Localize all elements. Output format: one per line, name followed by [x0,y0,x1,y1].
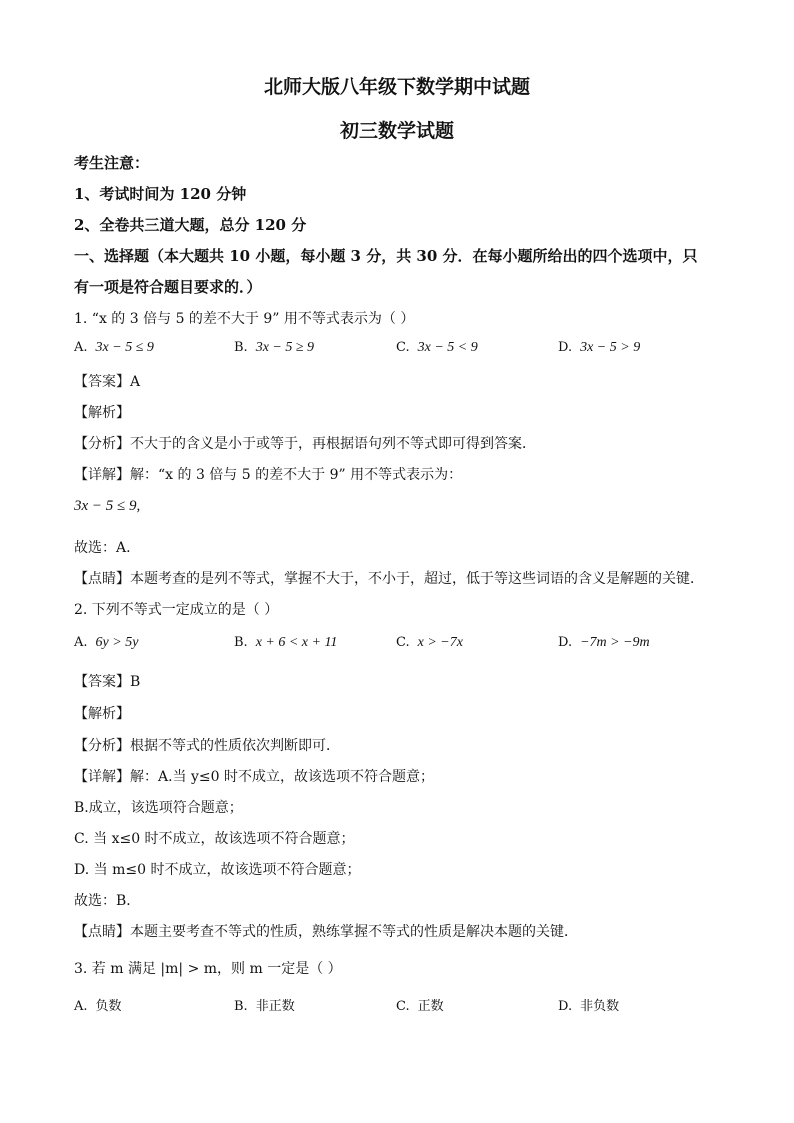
fenxi-tag: 【分析】 [74,436,130,452]
option-label: C. [396,340,410,355]
option-expr: 3x − 5 ≤ 9 [95,340,154,355]
answer-value: B [130,674,141,690]
q3-option-b [234,995,295,1014]
q1-analysis-tag: 【解析】 [74,405,130,421]
option-expr: 6y > 5y [95,635,139,650]
option-label: A. [74,999,88,1014]
q2-analysis-tag: 【解析】 [74,706,130,722]
xiangjie-tag: 【详解】 [74,467,130,483]
dianjing-text: 本题考查的是列不等式，掌握不大于，不小于，超过，低于等这些词语的含义是解题的关键． [130,571,704,587]
q2-answer [74,671,140,691]
dianjing-tag: 【点睛】 [74,571,130,587]
q1-fenxi [74,433,536,453]
notice-heading: 考生注意： [74,154,150,172]
question-1-stem: 1. “x 的 3 倍与 5 的差不大于 9” 用不等式表示为（ ） [74,311,415,327]
question-3-stem: 3. 若 m 满足 |m| > m，则 m 一定是（ ） [74,961,342,977]
option-expr: 3x − 5 < 9 [417,340,478,355]
q1-answer [74,371,140,391]
option-label: A. [74,635,88,650]
answer-tag: 【答案】 [74,374,130,390]
q3-option-c [396,995,444,1014]
xiangjie-text: 解：A.当 y≤0 时不成立，故该选项不符合题意； [130,769,435,785]
option-label: B. [234,999,248,1014]
dianjing-text: 本题主要考查不等式的性质，熟练掌握不等式的性质是解决本题的关键． [130,924,578,940]
option-expr: x > −7x [417,635,463,650]
fenxi-text: 根据不等式的性质依次判断即可． [130,738,340,754]
notice-item-score: 2、全卷共三道大题，总分 120 分 [74,216,307,234]
section-heading-line1: 一、选择题（本大题共 10 小题，每小题 3 分，共 30 分．在每小题所给出的四个选项中，只 [74,247,698,265]
q2-line-d: D. 当 m≤0 时不成立，故该选项不符合题意； [74,862,361,878]
option-label: D. [558,635,573,650]
option-expr: x + 6 < x + 11 [255,635,338,650]
question-2-stem: 2. 下列不等式一定成立的是（ ） [74,602,279,618]
answer-value: A [130,374,141,390]
q2-option-c [396,635,463,651]
q1-dianjing [74,568,704,588]
option-text: 非负数 [580,999,620,1014]
q1-option-c [396,340,478,356]
answer-tag: 【答案】 [74,674,130,690]
option-expr: 3x − 5 ≥ 9 [255,340,315,355]
q3-option-a [74,995,122,1014]
xiangjie-tag: 【详解】 [74,769,130,785]
section-heading-line2: 有一项是符合题目要求的．） [74,278,262,296]
option-label: C. [396,999,410,1014]
option-text: 正数 [417,999,444,1014]
option-label: D. [558,340,573,355]
q2-option-a [74,635,138,651]
q2-fenxi [74,735,340,755]
q1-option-a [74,340,154,356]
q2-dianjing [74,921,578,941]
q1-xiangjie [74,464,462,484]
xiangjie-text: 解：“x 的 3 倍与 5 的差不大于 9” 用不等式表示为： [130,467,463,483]
option-text: 非正数 [255,999,295,1014]
option-label: A. [74,340,88,355]
q3-option-d [558,995,619,1014]
q2-xiangjie [74,766,434,786]
q1-option-b [234,340,314,356]
q2-line-c: C. 当 x≤0 时不成立，故该选项不符合题意； [74,831,355,847]
fenxi-text: 不大于的含义是小于或等于，再根据语句列不等式即可得到答案． [130,436,536,452]
notice-item-time: 1、考试时间为 120 分钟 [74,185,247,203]
q1-option-d [558,340,640,356]
fenxi-tag: 【分析】 [74,738,130,754]
option-label: C. [396,635,410,650]
option-expr: 3x − 5 > 9 [580,340,641,355]
page-title: 北师大版八年级下数学期中试题 [263,76,530,98]
option-text: 负数 [95,999,122,1014]
q2-option-d [558,635,650,651]
q2-line-b: B.成立，该选项符合题意； [74,800,243,816]
option-expr: −7m > −9m [580,635,650,650]
option-label: B. [234,635,248,650]
q1-choice: 故选：A. [74,540,131,556]
q2-choice: 故选：B． [74,893,141,909]
option-label: D. [558,999,573,1014]
page-subtitle: 初三数学试题 [339,120,454,142]
option-label: B. [234,340,248,355]
q1-expression: 3x − 5 ≤ 9, [74,498,141,514]
dianjing-tag: 【点睛】 [74,924,130,940]
q2-option-b [234,635,337,651]
